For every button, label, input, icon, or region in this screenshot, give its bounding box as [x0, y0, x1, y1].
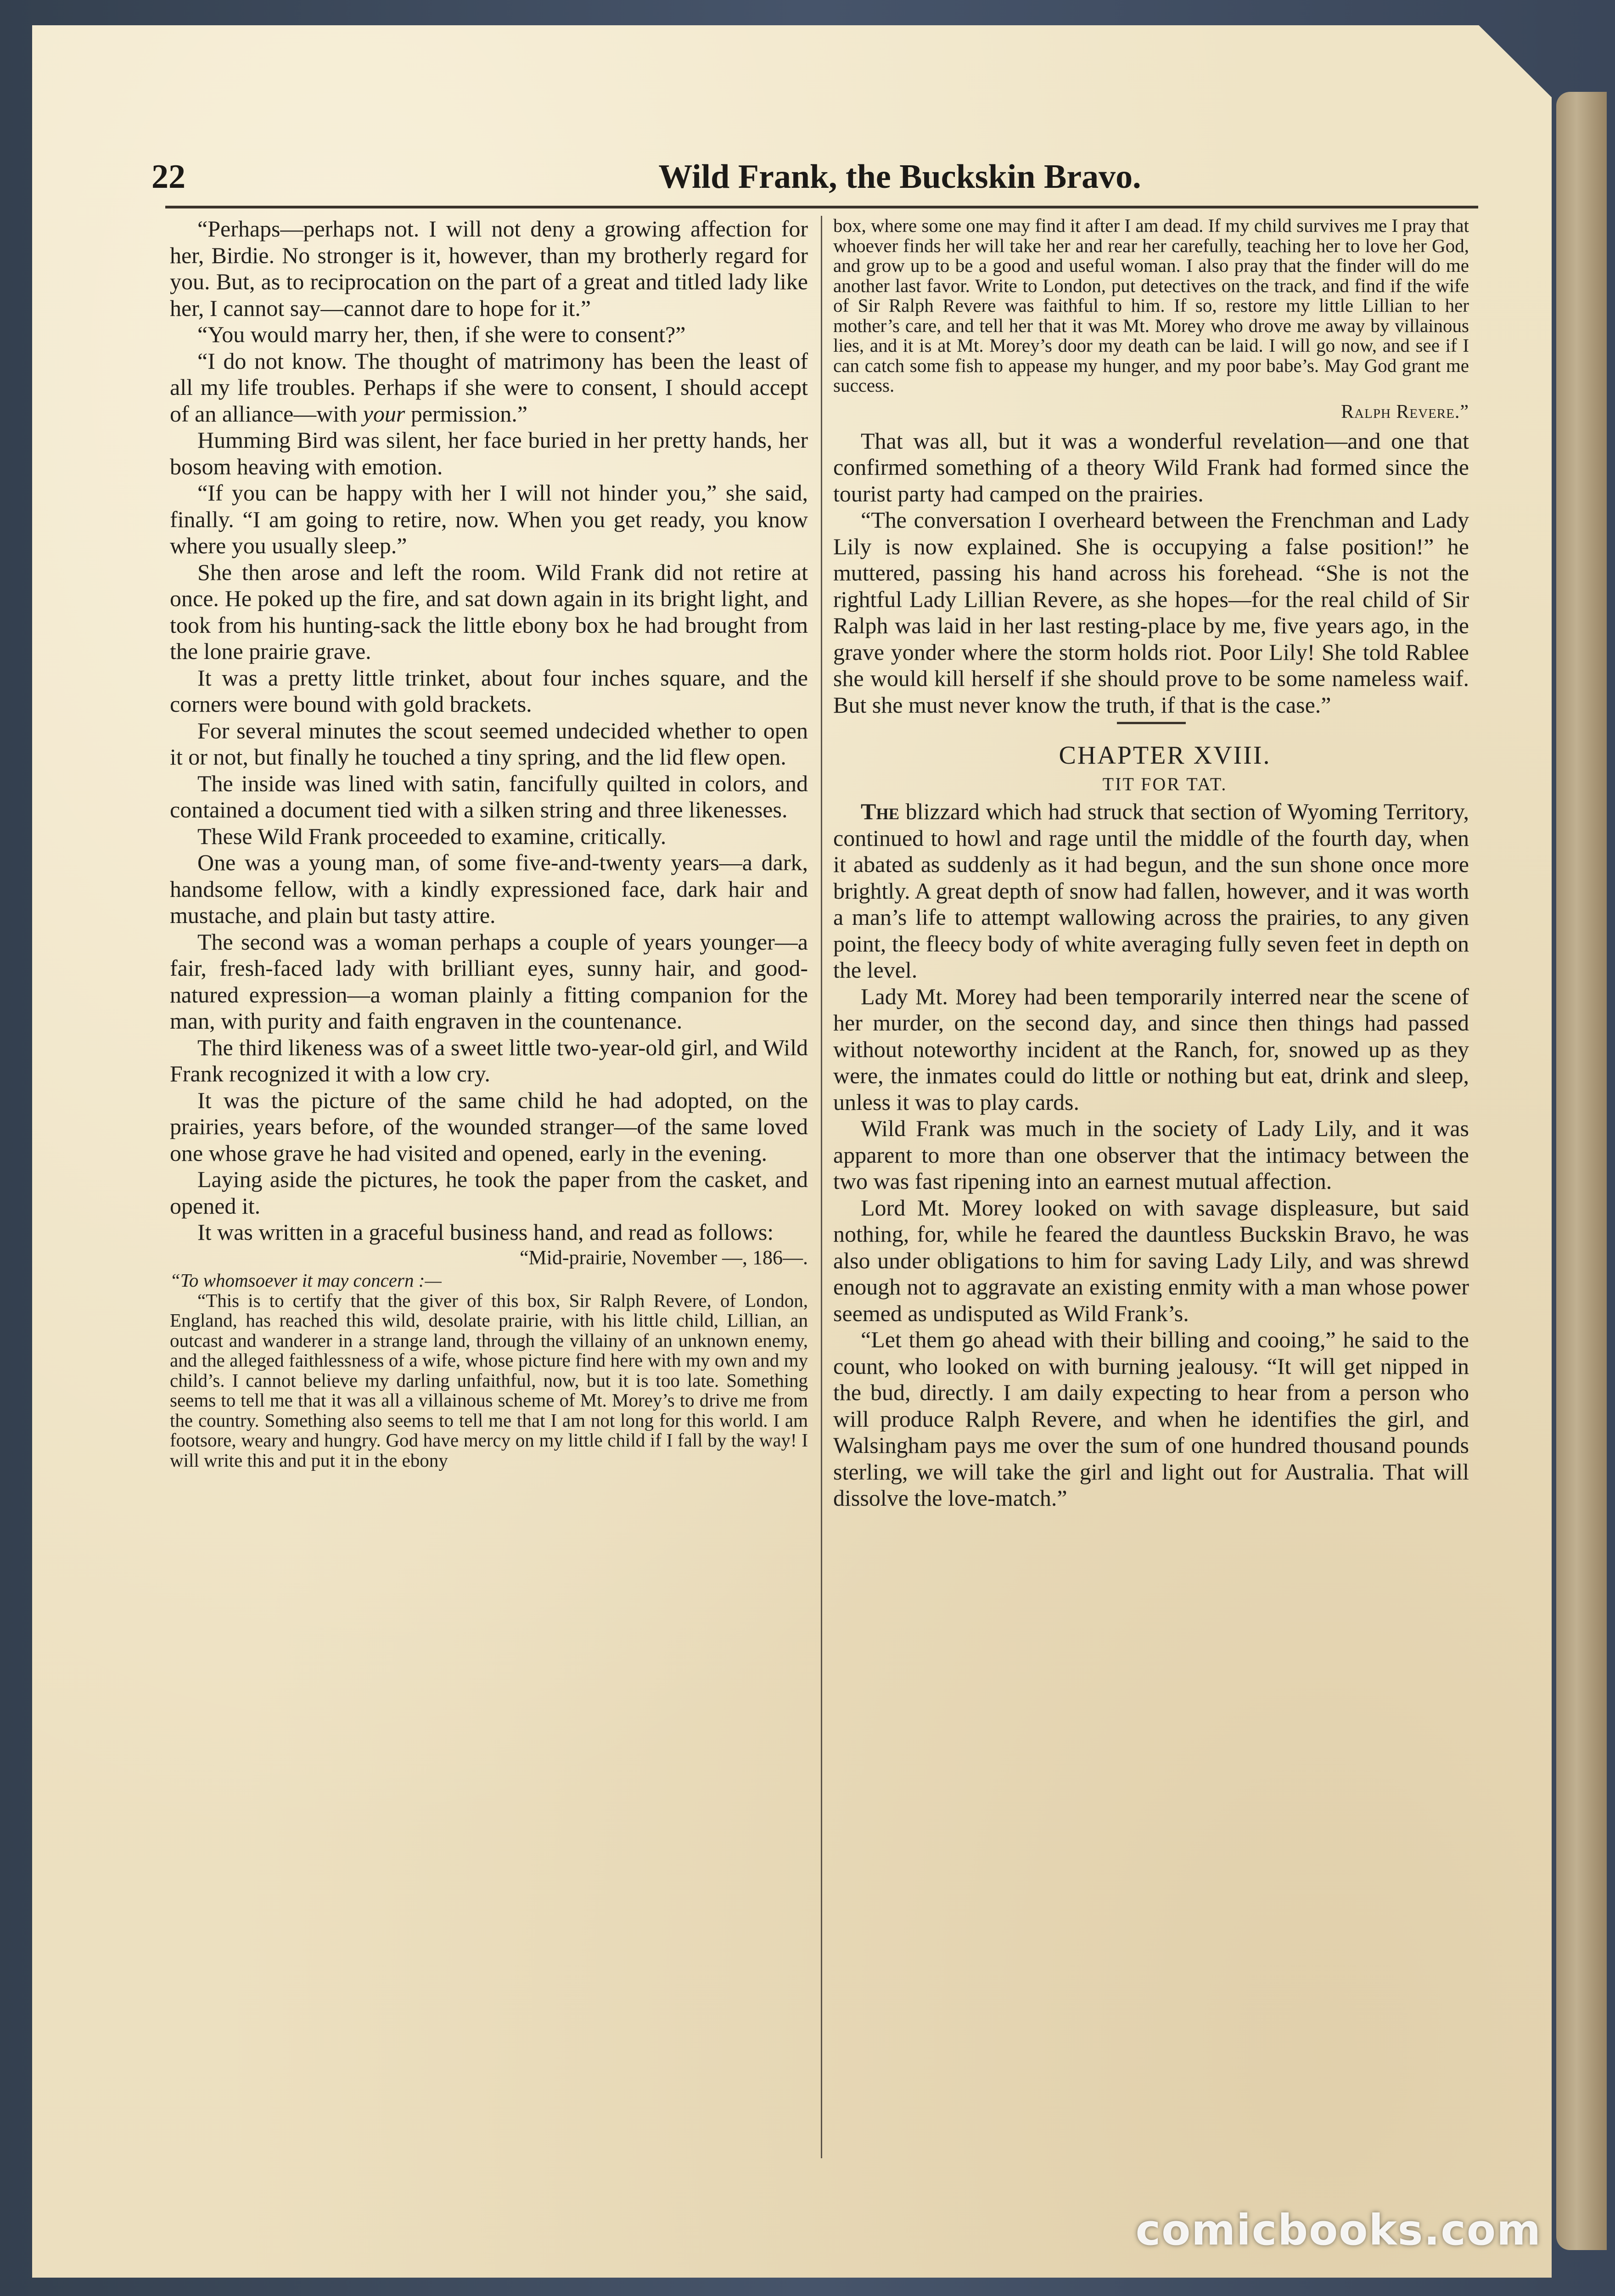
header-rule — [165, 206, 1478, 208]
chapter-subtitle: TIT FOR TAT. — [1102, 774, 1228, 794]
paragraph: It was the picture of the same child he had adopted, on the prairies, years before, of the wounded stranger—of the same loved one whose grave he had visited and opened, early in the evening. — [170, 1087, 808, 1166]
paragraph: Laying aside the pictures, he took the paper from the casket, and opened it. — [170, 1166, 808, 1219]
paragraph: “The conversation I overheard between the Frenchman and Lady Lily is now explained. She is occupying a false position!” he muttered, passing his hand across his forehead. “She is not the rightful Lady Lillian Revere, as she hopes—for the real child of Sir Ralph was laid in her last resting-place by me, five years ago, in the grave yonder where the storm holds riot. Poor Lily! She told Rablee she would kill herself if she should prove to be some nameless waif. But she must never know the truth, if that is the case.” — [833, 507, 1469, 718]
letter-dateline: “Mid-prairie, November —, 186—. — [519, 1246, 808, 1269]
paragraph: The inside was lined with satin, fancifully quilted in colors, and contained a document tied with a silken string and three likenesses. — [170, 770, 808, 822]
paragraph: “Let them go ahead with their billing and cooing,” he said to the count, who looked on with burning jealousy. “It will get nipped in the bud, directly. I am daily expecting to hear from a person who will produce Ralph Revere, and when he identifies the girl, and Walsingham pays me over the sum of one hundred thousand pounds sterling, we will take the girl and light out for Australia. That will dissolve the love-match.” — [833, 1327, 1469, 1511]
paragraph: That was all, but it was a wonderful revelation—and one that confirmed something of a theory Wild Frank had formed since the tourist party had camped on the prairies. — [833, 428, 1469, 506]
left-column — [170, 216, 808, 1470]
paragraph: Lady Mt. Morey had been temporarily interred near the scene of her murder, on the second day, and since then things had passed without noteworthy incident at the Ranch, for, snowed up as they were, the inmates could do little or nothing but eat, drink and sleep, unless it was to play cards. — [833, 983, 1469, 1115]
chapter-first-paragraph — [833, 799, 1469, 984]
paragraph: The second was a woman perhaps a couple of years younger—a fair, fresh-faced lady with brilliant eyes, sunny hair, and good-natured expression—a woman plainly a fitting companion for the man, with purity and faith engraven in the countenance. — [170, 929, 808, 1034]
paragraph: “Perhaps—perhaps not. I will not deny a growing affection for her, Birdie. No stronger is it, however, than my brotherly regard for you. But, as to reciprocation on the part of a great and titled lady like her, I cannot say—cannot dare to hope for it.” — [170, 216, 808, 321]
running-title: Wild Frank, the Buckskin Bravo. — [658, 158, 1141, 196]
paragraph: The third likeness was of a sweet little two-year-old girl, and Wild Frank recognized it with a low cry. — [170, 1034, 808, 1086]
letter-salutation: “To whomsoever it may concern :— — [170, 1269, 442, 1291]
paragraph: These Wild Frank proceeded to examine, critically. — [197, 823, 667, 849]
section-rule — [1117, 722, 1186, 724]
paragraph: “I do not know. The thought of matrimony has been the least of all my life troubles. Perhaps if she were to consent, I should accept of an alliance—with your permission.” — [170, 348, 808, 427]
paragraph: It was a pretty little trinket, about four inches square, and the corners were bound with gold brackets. — [170, 664, 808, 717]
paragraph: “If you can be happy with her I will not hinder you,” she said, finally. “I am going to retire, now. When you get ready, you know where you usually sleep.” — [170, 480, 808, 558]
chapter-first-paragraph-text: blizzard which had struck that section of Wyoming Territory, continued to howl and rage until the middle of the fourth day, when it abated as suddenly as it had begun, and the sun shone once more brightly. A great depth of snow had fallen, however, and it was worth a man’s life to attempt wallowing across the prairies, to any given point, the fleecy body of white averaging fully seven feet in depth on the level. — [833, 799, 1469, 983]
letter-signature: Ralph Revere.” — [1341, 401, 1469, 422]
paragraph: Humming Bird was silent, her face buried in her pretty hands, her bosom heaving with emotion. — [170, 427, 808, 479]
chapter-first-word: The — [861, 799, 899, 824]
paragraph: One was a young man, of some five-and-twenty years—a dark, handsome fellow, with a kindly expressioned face, dark hair and mustache, and plain but tasty attire. — [170, 850, 808, 928]
paragraph: For several minutes the scout seemed undecided whether to open it or not, but finally he touched a tiny spring, and the lid flew open. — [170, 717, 808, 770]
letter-body-continued: box, where some one may find it after I am dead. If my child survives me I pray that whoever finds her will take her and rear her carefully, teaching her to love her God, and grow up to be a good and useful woman. I also pray that the finder will do me another last favor. Write to London, put detectives on the track, and find if the wife of Sir Ralph Revere was faithful to him. If so, restore my little Lillian to her mother’s care, and tell her that it was Mt. Morey who drove me away by villainous lies, and it is at Mt. Morey’s door my death can be laid. I will go now, and see if I can catch some fish to appease my hunger, and my poor babe’s. May God grant me success. — [833, 215, 1469, 396]
paragraph: Lord Mt. Morey looked on with savage displeasure, but said nothing, for, while he feared the dauntless Buckskin Bravo, he was also under obligations to him for saving Lady Lily, and was shrewd enough not to aggravate an existing enmity with a man whose power seemed as undisputed as Wild Frank’s. — [833, 1194, 1469, 1326]
paragraph: Wild Frank was much in the society of Lady Lily, and it was apparent to more than one observer that the intimacy between the two was fast ripening into an earnest mutual affection. — [833, 1115, 1469, 1194]
page-header — [151, 154, 1474, 209]
chapter-heading: CHAPTER XVIII. — [1059, 741, 1271, 770]
page-fold — [1556, 92, 1607, 2250]
paragraph: It was written in a graceful business hand, and read as follows: — [197, 1219, 774, 1245]
right-column — [833, 216, 1469, 1512]
letter-body: “This is to certify that the giver of this box, Sir Ralph Revere, of London, England, has reached this wild, desolate prairie, with his little child, Lillian, an outcast and wanderer in a strange land, through the villainy of an unknown enemy, and the alleged faithlessness of a wife, whose picture find here with my own and my child’s. I cannot believe my darling unfaithful, now, but it is too late. Something seems to tell me that it was all a villainous scheme of Mt. Morey’s to drive me from the country. Something also seems to tell me that I am not long for this world. I am footsore, weary and hungry. God have mercy on my little child if I fall by the way! I will write this and put it in the ebony — [170, 1289, 808, 1471]
column-divider — [821, 216, 822, 2158]
page-number: 22 — [151, 158, 185, 196]
site-watermark: comicbooks.com — [1135, 2206, 1542, 2255]
paragraph: She then arose and left the room. Wild Frank did not retire at once. He poked up the fire, and sat down again in its bright light, and took from his hunting-sack the little ebony box he had brought from the lone prairie grave. — [170, 559, 808, 664]
paragraph: “You would marry her, then, if she were to consent?” — [197, 321, 686, 347]
